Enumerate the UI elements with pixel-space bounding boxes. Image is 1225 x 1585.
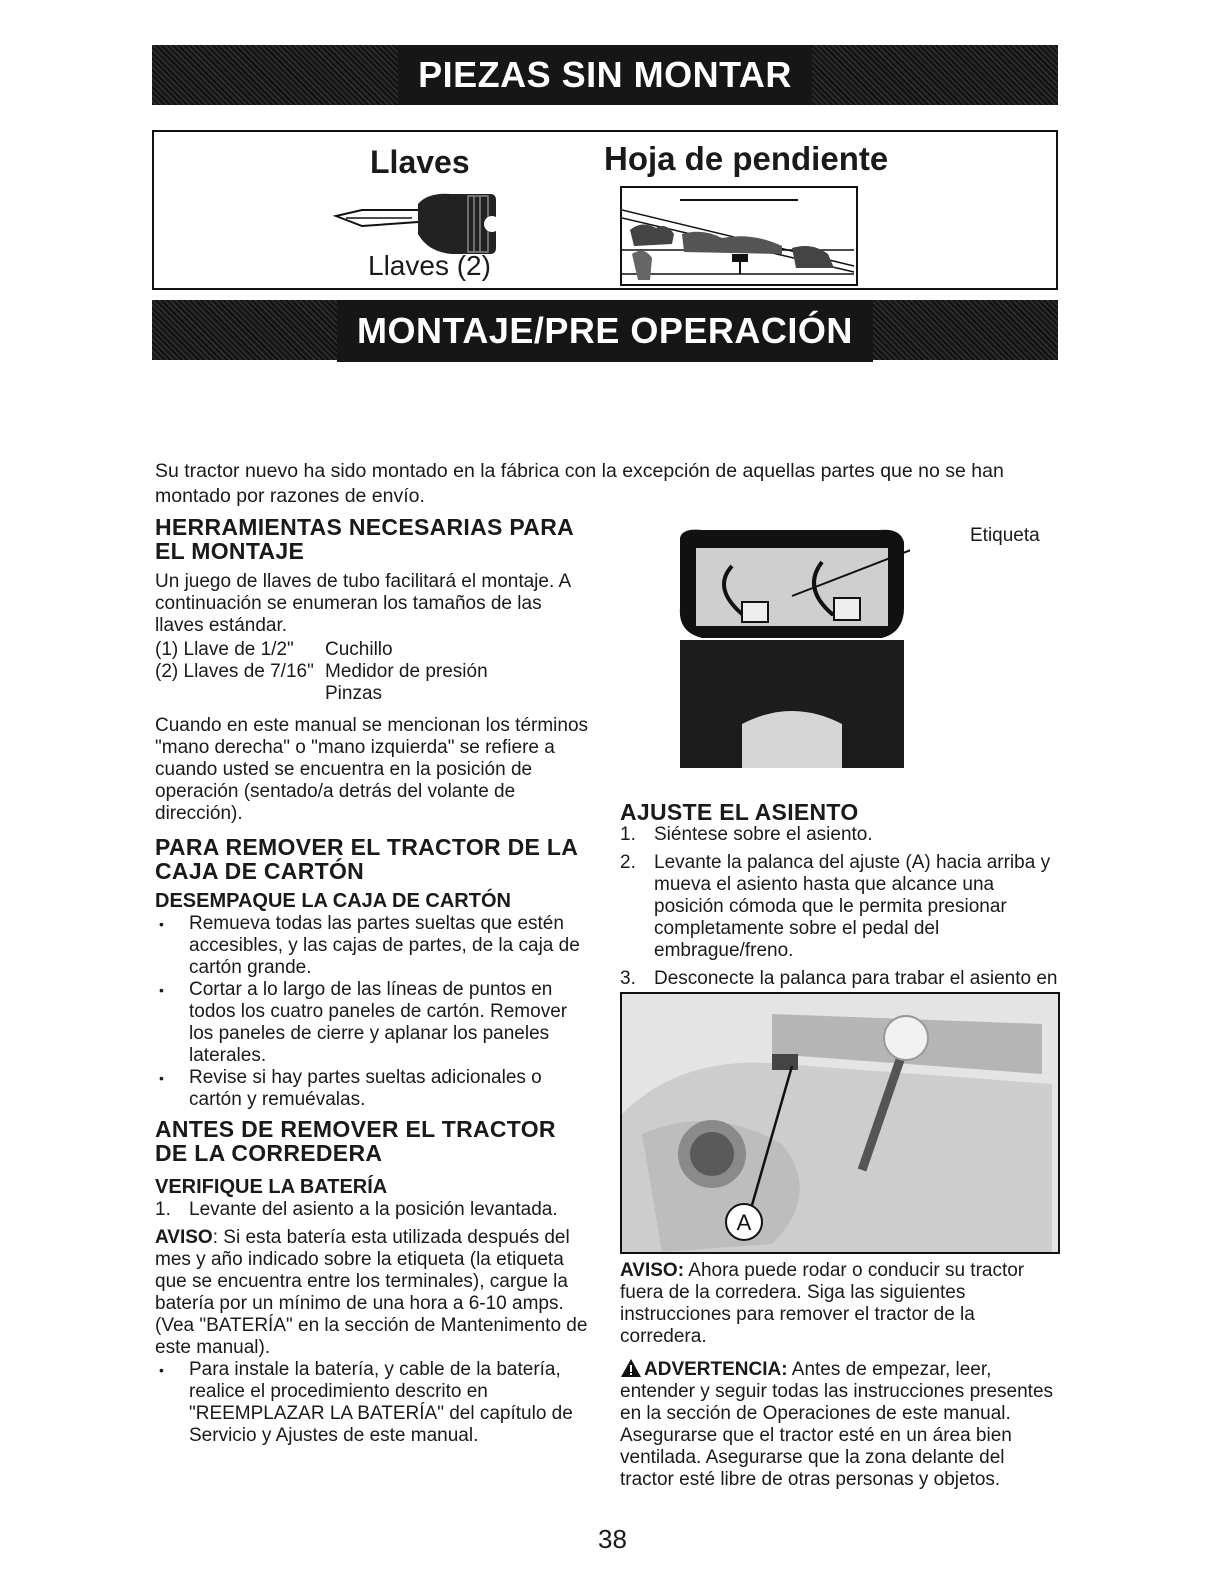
battery-steps: [155, 1199, 595, 1221]
banner-title: MONTAJE/PRE OPERACIÓN: [337, 300, 873, 362]
seat-lever-figure: [620, 992, 1060, 1254]
callout-a-label: A: [736, 1210, 752, 1235]
hand-orientation-note: Cuando en este manual se mencionan los términos "mano derecha" o "mano izquierda" se refiere a cuando usted se encuentra en la posición de operación (sentado/a detrás del volante de dirección).: [155, 715, 589, 824]
tools-text: Un juego de llaves de tubo facilitará el montaje. A continuación se enumeran los tamaños de las llaves estándar.: [155, 571, 571, 636]
list-item: • Cortar a lo largo de las líneas de puntos en todos los cuatro paneles de cartón. Remover los paneles de cierre y aplanar los paneles laterales.: [155, 979, 595, 1067]
tool-item: [155, 683, 325, 705]
list-item: [620, 852, 1060, 962]
notices-block: [620, 1260, 1060, 1491]
slope-sheet-title: Hoja de pendiente: [604, 140, 889, 177]
tool-item: (1) Llave de 1/2": [155, 639, 294, 660]
battery-label-callout: Etiqueta: [970, 525, 1040, 546]
unpack-carton-subheading: DESEMPAQUE LA CAJA DE CARTÓN: [155, 890, 511, 912]
unassembled-parts-box: [152, 130, 1058, 290]
section-banner-assembly: [152, 300, 1058, 360]
notice-label: AVISO: [155, 1227, 213, 1248]
keys-title: Llaves: [370, 144, 470, 180]
keys-caption: Llaves (2): [368, 250, 491, 281]
list-item: • Revise si hay partes sueltas adicionales o cartón y remuévalas.: [155, 1067, 595, 1111]
tool-item: Pinzas: [325, 683, 383, 704]
before-skid-heading: ANTES DE REMOVER EL TRACTOR DE LA CORREDERA: [155, 1116, 556, 1166]
left-column: [155, 515, 595, 1447]
list-item: [620, 824, 1060, 846]
step-text: Levante del asiento a la posición levantada.: [189, 1199, 558, 1220]
key-icon: [332, 188, 512, 258]
check-battery-subheading: VERIFIQUE LA BATERÍA: [155, 1176, 388, 1198]
warning-paragraph: [620, 1358, 1060, 1491]
tool-item: (2) Llaves de 7/16": [155, 661, 314, 682]
step-number: 2.: [620, 852, 636, 873]
list-item: [155, 1199, 595, 1221]
battery-bullets: [155, 1359, 595, 1447]
warning-triangle-icon: [620, 1358, 642, 1378]
notice-text: Ahora puede rodar o conducir su tractor fuera de la corredera. Siga las siguientes instrucciones para remover el tractor de la corredera.: [620, 1260, 1025, 1347]
tools-list: [155, 639, 595, 705]
step-text: Desconecte la palanca para trabar el asiento en: [654, 968, 1058, 989]
tools-heading: HERRAMIENTAS NECESARIAS PARA EL MONTAJE: [155, 514, 574, 564]
battery-notice: [155, 1227, 595, 1359]
section-banner-unassembled: [152, 45, 1058, 105]
seat-steps: [620, 824, 1060, 1012]
warning-text: Antes de empezar, leer, entender y seguir todas las instrucciones presentes en la sección de Operaciones de este manual. Asegurarse que el tractor esté en un área bien ventilada. Asegurarse que la zona delante del tractor esté libre de otras personas y objetos.: [620, 1359, 1054, 1490]
list-item: • Remueva todas las partes sueltas que estén accesibles, y las cajas de partes, de la caja de cartón grande.: [155, 913, 595, 979]
step-text: Levante la palanca del ajuste (A) hacia arriba y mueva el asiento hasta que alcance una posición cómoda que le permita presionar completamente sobre el pedal del embrague/freno.: [654, 852, 1051, 961]
seat-adjust-heading: AJUSTE EL ASIENTO: [620, 799, 859, 825]
skid-notice: [620, 1260, 1060, 1348]
step-number: 1.: [620, 824, 636, 845]
list-item: • Para instale la batería, y cable de la batería, realice el procedimiento descrito en "REEMPLAZAR LA BATERÍA" del capítulo de Servicio y Ajustes de este manual.: [155, 1359, 595, 1447]
battery-figure: [672, 528, 910, 778]
banner-title: PIEZAS SIN MONTAR: [398, 45, 812, 105]
warning-label: ADVERTENCIA:: [644, 1359, 788, 1380]
remove-carton-heading: PARA REMOVER EL TRACTOR DE LA CAJA DE CARTÓN: [155, 834, 578, 884]
notice-label: AVISO:: [620, 1260, 685, 1281]
step-text: Siéntese sobre el asiento.: [654, 824, 873, 845]
unpack-bullets: [155, 913, 595, 1111]
tool-item: Cuchillo: [325, 639, 393, 660]
slope-sheet-illustration: [620, 186, 858, 286]
step-number: 1.: [155, 1199, 171, 1220]
slope-gauge-icon: [622, 188, 856, 284]
step-number: 3.: [620, 968, 636, 989]
intro-paragraph: Su tractor nuevo ha sido montado en la fábrica con la excepción de aquellas partes que no se han montado por razones de envío.: [155, 460, 1004, 507]
notice-text: : Si esta batería esta utilizada después del mes y año indicado sobre la etiqueta (la etiqueta que se encuentra entre los terminales), cargue la batería por un mínimo de una hora a 6-10 amps. (Vea "BATERÍA" en la sección de Mantenimento de este manual).: [155, 1227, 588, 1358]
right-column: [620, 800, 1060, 1012]
page-number: 38: [598, 1524, 627, 1554]
tool-item: Medidor de presión: [325, 661, 488, 682]
